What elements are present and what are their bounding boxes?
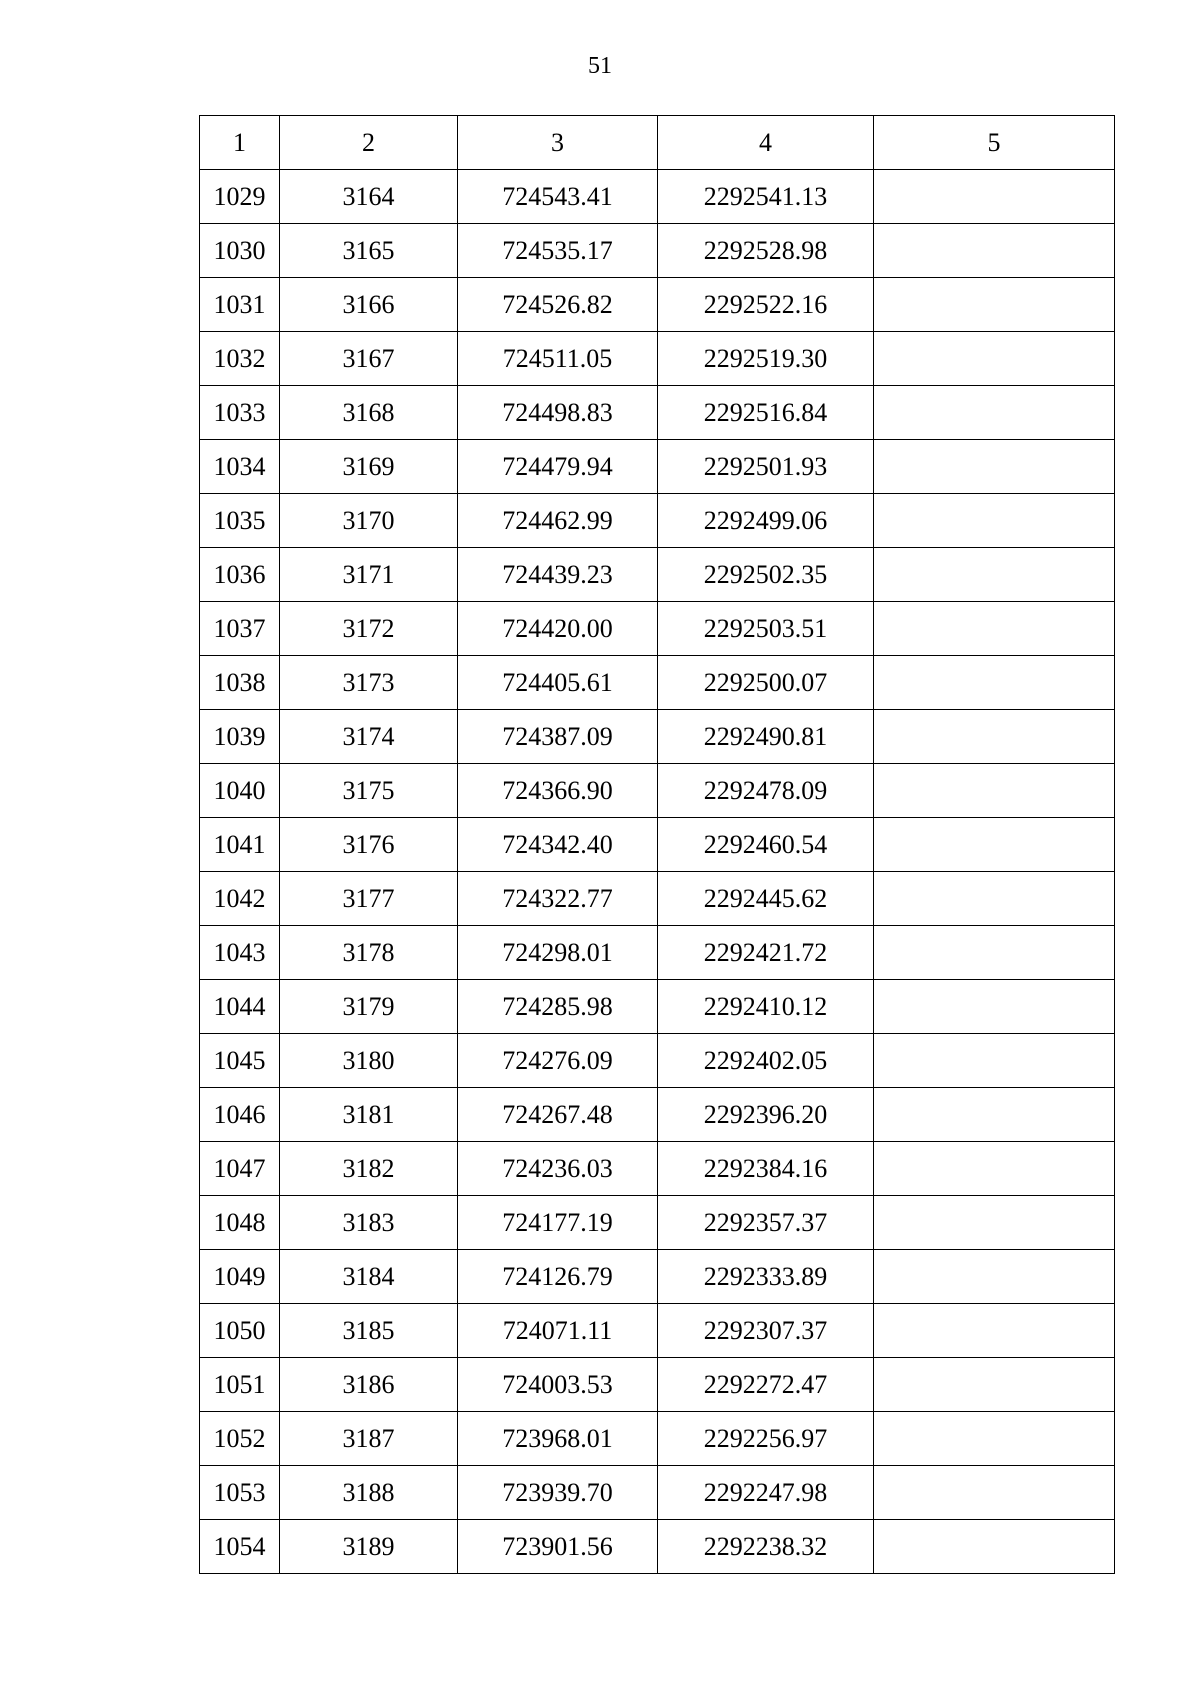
table-cell-col-2: 3176 — [280, 818, 458, 872]
table-cell-col-5 — [874, 1358, 1115, 1412]
table-cell-col-1: 1050 — [200, 1304, 280, 1358]
table-cell-col-4: 2292516.84 — [658, 386, 874, 440]
table-cell-col-1: 1033 — [200, 386, 280, 440]
table-cell-col-3: 724420.00 — [458, 602, 658, 656]
table-cell-col-2: 3180 — [280, 1034, 458, 1088]
table-cell-col-2: 3185 — [280, 1304, 458, 1358]
table-row — [200, 818, 1115, 872]
table-cell-col-3: 724498.83 — [458, 386, 658, 440]
table-cell-col-5 — [874, 278, 1115, 332]
table-cell-col-5 — [874, 602, 1115, 656]
table-row — [200, 764, 1115, 818]
column-header-3: 3 — [458, 116, 658, 170]
table-cell-col-3: 724439.23 — [458, 548, 658, 602]
table-cell-col-5 — [874, 170, 1115, 224]
table-row — [200, 710, 1115, 764]
table-body — [200, 170, 1115, 1574]
coordinates-table — [199, 115, 1115, 1574]
table-cell-col-3: 724543.41 — [458, 170, 658, 224]
table-cell-col-3: 724405.61 — [458, 656, 658, 710]
table-row — [200, 386, 1115, 440]
table-cell-col-4: 2292396.20 — [658, 1088, 874, 1142]
table-cell-col-4: 2292445.62 — [658, 872, 874, 926]
table-cell-col-1: 1038 — [200, 656, 280, 710]
table-cell-col-4: 2292490.81 — [658, 710, 874, 764]
table-row — [200, 548, 1115, 602]
table-cell-col-2: 3181 — [280, 1088, 458, 1142]
table-cell-col-4: 2292502.35 — [658, 548, 874, 602]
table-cell-col-4: 2292499.06 — [658, 494, 874, 548]
table-cell-col-2: 3169 — [280, 440, 458, 494]
table-row — [200, 656, 1115, 710]
table-cell-col-2: 3188 — [280, 1466, 458, 1520]
table-row — [200, 1142, 1115, 1196]
table-cell-col-5 — [874, 872, 1115, 926]
table-cell-col-4: 2292522.16 — [658, 278, 874, 332]
table-cell-col-1: 1051 — [200, 1358, 280, 1412]
table-cell-col-1: 1042 — [200, 872, 280, 926]
table-cell-col-1: 1039 — [200, 710, 280, 764]
table-cell-col-4: 2292503.51 — [658, 602, 874, 656]
table-cell-col-4: 2292238.32 — [658, 1520, 874, 1574]
table-cell-col-2: 3172 — [280, 602, 458, 656]
table-cell-col-5 — [874, 980, 1115, 1034]
table-cell-col-3: 724387.09 — [458, 710, 658, 764]
table-cell-col-3: 724267.48 — [458, 1088, 658, 1142]
table-cell-col-3: 723939.70 — [458, 1466, 658, 1520]
table-cell-col-2: 3189 — [280, 1520, 458, 1574]
table-row — [200, 1034, 1115, 1088]
table-cell-col-1: 1052 — [200, 1412, 280, 1466]
table-cell-col-5 — [874, 1520, 1115, 1574]
table-cell-col-3: 724236.03 — [458, 1142, 658, 1196]
table-cell-col-5 — [874, 1196, 1115, 1250]
table-cell-col-5 — [874, 710, 1115, 764]
page-number: 51 — [588, 53, 612, 79]
table-cell-col-2: 3175 — [280, 764, 458, 818]
table-cell-col-5 — [874, 386, 1115, 440]
table-cell-col-4: 2292247.98 — [658, 1466, 874, 1520]
table-cell-col-3: 724479.94 — [458, 440, 658, 494]
table-cell-col-1: 1037 — [200, 602, 280, 656]
table-cell-col-3: 724342.40 — [458, 818, 658, 872]
table-cell-col-2: 3173 — [280, 656, 458, 710]
table-cell-col-5 — [874, 1250, 1115, 1304]
table-cell-col-1: 1048 — [200, 1196, 280, 1250]
table-row — [200, 1196, 1115, 1250]
table-row — [200, 224, 1115, 278]
table-row — [200, 872, 1115, 926]
table-cell-col-1: 1049 — [200, 1250, 280, 1304]
table-cell-col-4: 2292460.54 — [658, 818, 874, 872]
table-cell-col-2: 3178 — [280, 926, 458, 980]
table-cell-col-2: 3168 — [280, 386, 458, 440]
table-cell-col-5 — [874, 1142, 1115, 1196]
table-header-row — [200, 116, 1115, 170]
table-cell-col-3: 724003.53 — [458, 1358, 658, 1412]
table-cell-col-5 — [874, 926, 1115, 980]
table-cell-col-3: 724276.09 — [458, 1034, 658, 1088]
table-cell-col-3: 724366.90 — [458, 764, 658, 818]
table-cell-col-5 — [874, 818, 1115, 872]
table-cell-col-3: 723968.01 — [458, 1412, 658, 1466]
column-header-5: 5 — [874, 116, 1115, 170]
table-cell-col-2: 3177 — [280, 872, 458, 926]
table-cell-col-5 — [874, 548, 1115, 602]
table-cell-col-1: 1054 — [200, 1520, 280, 1574]
table-cell-col-3: 724462.99 — [458, 494, 658, 548]
table-row — [200, 332, 1115, 386]
table-cell-col-5 — [874, 224, 1115, 278]
table-cell-col-4: 2292357.37 — [658, 1196, 874, 1250]
table-row — [200, 602, 1115, 656]
table-cell-col-5 — [874, 1088, 1115, 1142]
table-cell-col-5 — [874, 1034, 1115, 1088]
table-cell-col-4: 2292410.12 — [658, 980, 874, 1034]
table-cell-col-4: 2292333.89 — [658, 1250, 874, 1304]
table-cell-col-4: 2292501.93 — [658, 440, 874, 494]
table-row — [200, 1466, 1115, 1520]
table-row — [200, 494, 1115, 548]
table-cell-col-4: 2292307.37 — [658, 1304, 874, 1358]
table-cell-col-3: 724071.11 — [458, 1304, 658, 1358]
table-cell-col-3: 724526.82 — [458, 278, 658, 332]
table-cell-col-4: 2292478.09 — [658, 764, 874, 818]
table-cell-col-3: 724535.17 — [458, 224, 658, 278]
table-cell-col-1: 1035 — [200, 494, 280, 548]
table-cell-col-2: 3174 — [280, 710, 458, 764]
table-cell-col-2: 3183 — [280, 1196, 458, 1250]
table-row — [200, 980, 1115, 1034]
table-cell-col-5 — [874, 1304, 1115, 1358]
table-row — [200, 1412, 1115, 1466]
table-row — [200, 1250, 1115, 1304]
table-row — [200, 1304, 1115, 1358]
table-cell-col-1: 1047 — [200, 1142, 280, 1196]
table-cell-col-1: 1041 — [200, 818, 280, 872]
table-cell-col-1: 1046 — [200, 1088, 280, 1142]
table-cell-col-1: 1045 — [200, 1034, 280, 1088]
table-cell-col-3: 724511.05 — [458, 332, 658, 386]
column-header-4: 4 — [658, 116, 874, 170]
table-cell-col-1: 1031 — [200, 278, 280, 332]
table-row — [200, 278, 1115, 332]
table-cell-col-2: 3184 — [280, 1250, 458, 1304]
table-cell-col-5 — [874, 656, 1115, 710]
table-cell-col-1: 1053 — [200, 1466, 280, 1520]
table-cell-col-5 — [874, 1466, 1115, 1520]
table-cell-col-2: 3179 — [280, 980, 458, 1034]
table-cell-col-3: 723901.56 — [458, 1520, 658, 1574]
table-cell-col-3: 724126.79 — [458, 1250, 658, 1304]
table-cell-col-3: 724298.01 — [458, 926, 658, 980]
table-cell-col-4: 2292402.05 — [658, 1034, 874, 1088]
column-header-2: 2 — [280, 116, 458, 170]
table-cell-col-5 — [874, 494, 1115, 548]
table-row — [200, 1088, 1115, 1142]
table-row — [200, 440, 1115, 494]
table-cell-col-2: 3167 — [280, 332, 458, 386]
table-cell-col-4: 2292421.72 — [658, 926, 874, 980]
table-cell-col-4: 2292256.97 — [658, 1412, 874, 1466]
table-cell-col-3: 724322.77 — [458, 872, 658, 926]
table-cell-col-1: 1032 — [200, 332, 280, 386]
table-cell-col-5 — [874, 764, 1115, 818]
table-cell-col-2: 3164 — [280, 170, 458, 224]
table-cell-col-2: 3182 — [280, 1142, 458, 1196]
table-row — [200, 926, 1115, 980]
table-row — [200, 170, 1115, 224]
column-header-1: 1 — [200, 116, 280, 170]
table-cell-col-4: 2292384.16 — [658, 1142, 874, 1196]
table-cell-col-2: 3166 — [280, 278, 458, 332]
table-cell-col-4: 2292272.47 — [658, 1358, 874, 1412]
table-cell-col-3: 724285.98 — [458, 980, 658, 1034]
table-cell-col-4: 2292528.98 — [658, 224, 874, 278]
table-row — [200, 1358, 1115, 1412]
table-cell-col-2: 3187 — [280, 1412, 458, 1466]
table-cell-col-5 — [874, 332, 1115, 386]
table-cell-col-1: 1036 — [200, 548, 280, 602]
table-cell-col-2: 3186 — [280, 1358, 458, 1412]
table-cell-col-1: 1044 — [200, 980, 280, 1034]
table-cell-col-2: 3170 — [280, 494, 458, 548]
table-cell-col-5 — [874, 1412, 1115, 1466]
table-cell-col-3: 724177.19 — [458, 1196, 658, 1250]
table-row — [200, 1520, 1115, 1574]
table-cell-col-4: 2292519.30 — [658, 332, 874, 386]
table-cell-col-4: 2292500.07 — [658, 656, 874, 710]
table-cell-col-1: 1043 — [200, 926, 280, 980]
table-cell-col-1: 1034 — [200, 440, 280, 494]
table-cell-col-2: 3171 — [280, 548, 458, 602]
table-cell-col-2: 3165 — [280, 224, 458, 278]
table-cell-col-1: 1040 — [200, 764, 280, 818]
table-cell-col-5 — [874, 440, 1115, 494]
table-cell-col-1: 1029 — [200, 170, 280, 224]
table-cell-col-1: 1030 — [200, 224, 280, 278]
table-cell-col-4: 2292541.13 — [658, 170, 874, 224]
